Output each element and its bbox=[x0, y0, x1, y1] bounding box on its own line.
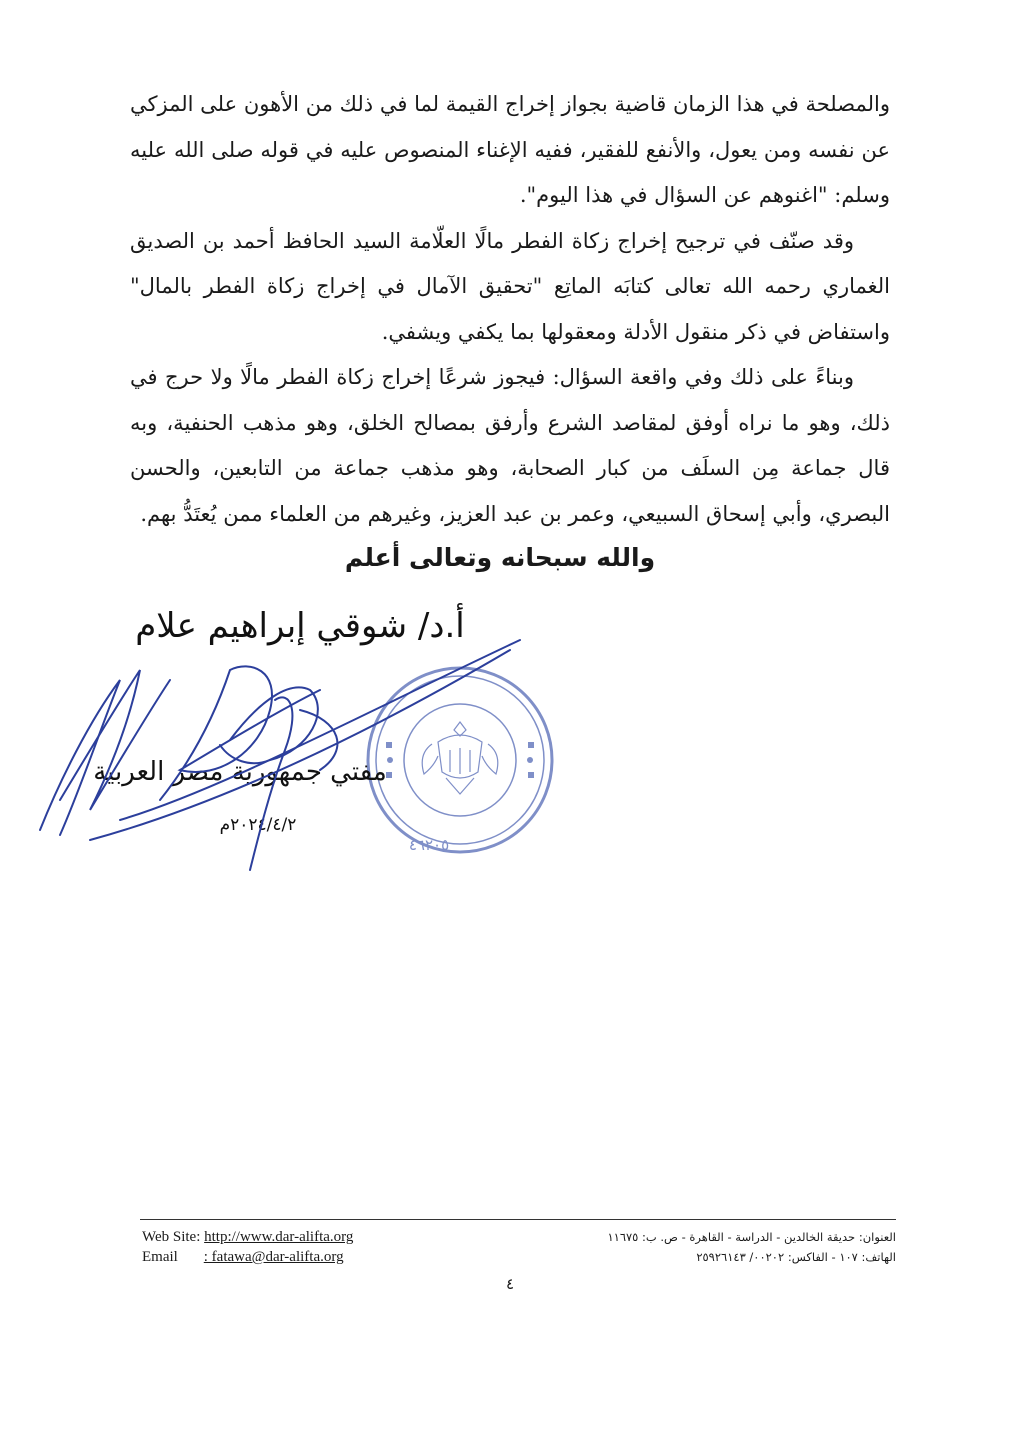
page-number: ٤ bbox=[505, 1275, 515, 1293]
footer-address: العنوان: حديقة الخالدين - الدراسة - القاهرة - ص. ب: ١١٦٧٥ bbox=[607, 1230, 896, 1244]
fatwa-body bbox=[130, 82, 890, 537]
website-link[interactable]: http://www.dar-alifta.org bbox=[204, 1229, 354, 1245]
email-label: Email bbox=[142, 1249, 178, 1265]
footer-address-block bbox=[560, 1227, 896, 1267]
website-label: Web Site: bbox=[142, 1229, 201, 1245]
signer-name: أ.د/ شوقي إبراهيم علام bbox=[135, 606, 465, 646]
email-line bbox=[142, 1247, 472, 1267]
document-date: ٢٠٢٤/٤/٢م bbox=[219, 815, 297, 835]
footer-phone: الهاتف: ١٠٧ - الفاكس: ٠٠٢٠٢/ ٢٥٩٢٦١٤٣ bbox=[696, 1250, 896, 1264]
body-paragraph-3: وبناءً على ذلك وفي واقعة السؤال: فيجوز شرعًا إخراج زكاة الفطر مالًا ولا حرج في ذلك، وهو ما نراه أوفق لمقاصد الشرع وأرفق بمصالح الخلق، وهو مذهب الحنفية، وبه قال جماعة مِن السلَف من كبار الصحابة، وهو مذهب جماعة من التابعين، والحسن البصري، وأبي إسحاق السبيعي، وعمر بن عبد العزيز، وغيرهم من العلماء ممن يُعتَدُّ بهم. bbox=[130, 365, 890, 526]
email-link[interactable]: : fatawa@dar-alifta.org bbox=[203, 1249, 344, 1265]
body-paragraph-1: والمصلحة في هذا الزمان قاضية بجواز إخراج القيمة لما في ذلك من الأهون على المزكي عن نفسه ومن يعول، والأنفع للفقير، ففيه الإغناء المنصوص عليه في قوله صلى الله عليه وسلم: "اغنوهم عن السؤال في هذا اليوم". bbox=[130, 92, 890, 207]
signer-title: مفتي جمهورية مصر العربية bbox=[93, 757, 387, 787]
closing-phrase: والله سبحانه وتعالى أعلم bbox=[344, 543, 656, 572]
website-line bbox=[142, 1227, 472, 1247]
footer-contacts bbox=[142, 1227, 472, 1267]
handwritten-signature-icon bbox=[20, 600, 540, 890]
footer-divider bbox=[140, 1219, 896, 1220]
seal-number: ٤٦٢٠٥ bbox=[408, 836, 450, 854]
body-paragraph-2: وقد صنّف في ترجيح إخراج زكاة الفطر مالًا العلّامة السيد الحافظ أحمد بن الصديق الغماري رحمه الله تعالى كتابَه الماتِع "تحقيق الآمال في إخراج زكاة الفطر بالمال" واستفاض في ذكر منقول الأدلة ومعقولها بما يكفي ويشفي. bbox=[130, 228, 890, 344]
